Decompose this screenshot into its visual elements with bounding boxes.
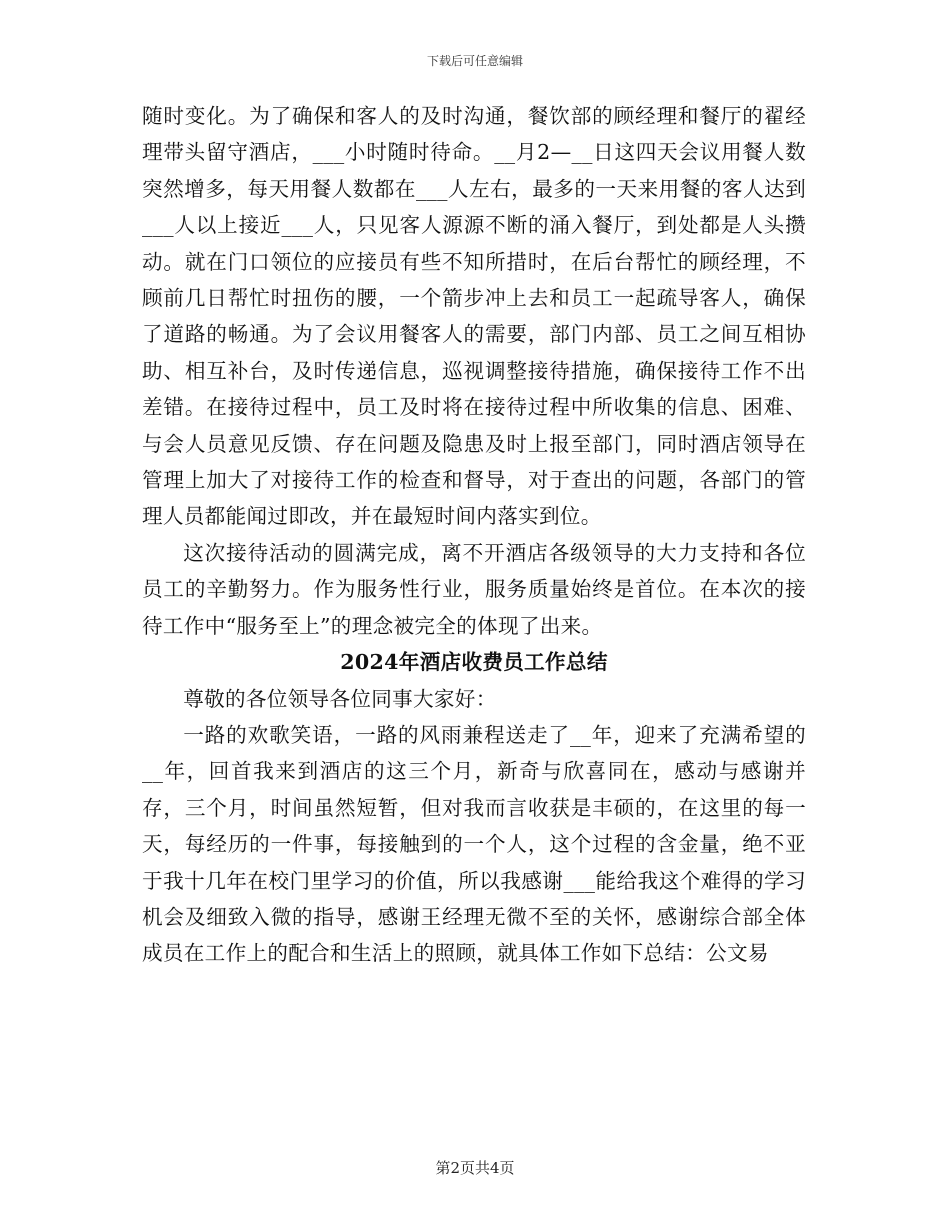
greeting: 尊敬的各位领导各位同事大家好：: [183, 686, 497, 711]
document-body: [142, 98, 806, 972]
paragraph-intro: 一路的欢歌笑语，一路的风雨兼程送走了__年，迎来了充满希望的__年，回首我来到酒店的这三个月，新奇与欣喜同在，感动与感谢并存，三个月，时间虽然短暂，但对我而言收获是丰硕的，在这里的每一天，每经历的一件事，每接触到的一个人，这个过程的含金量，绝不亚于我十几年在校门里学习的价值，所以我感谢___能给我这个难得的学习机会及细致入微的指导，感谢王经理无微不至的关怀，感谢综合部全体成员在工作上的配合和生活上的照顾，就具体工作如下总结：公文易: [142, 722, 806, 966]
paragraph-continued: 随时变化。为了确保和客人的及时沟通，餐饮部的顾经理和餐厅的翟经理带头留守酒店，___小时随时待命。__月2—__日这四天会议用餐人数突然增多，每天用餐人数都在___人左右，最多的一天来用餐的客人达到___人以上接近___人，只见客人源源不断的涌入餐厅，到处都是人头攒动。就在门口领位的应接员有些不知所措时，在后台帮忙的顾经理，不顾前几日帮忙时扭伤的腰，一个箭步冲上去和员工一起疏导客人，确保了道路的畅通。为了会议用餐客人的需要，部门内部、员工之间互相协助、相互补台，及时传递信息，巡视调整接待措施，确保接待工作不出差错。在接待过程中，员工及时将在接待过程中所收集的信息、困难、与会人员意见反馈、存在问题及隐患及时上报至部门，同时酒店领导在管理上加大了对接待工作的检查和督导，对于查出的问题，各部门的管理人员都能闻过即改，并在最短时间内落实到位。: [142, 104, 806, 529]
section-title: 2024年酒店收费员工作总结: [340, 650, 608, 675]
paragraph-conclusion: 这次接待活动的圆满完成，离不开酒店各级领导的大力支持和各位员工的辛勤努力。作为服务性行业，服务质量始终是首位。在本次的接待工作中“服务至上”的理念被完全的体现了出来。: [142, 540, 806, 638]
page-footer: 第2页共4页: [435, 1159, 515, 1177]
page-header-note: 下载后可任意编辑: [426, 54, 523, 68]
